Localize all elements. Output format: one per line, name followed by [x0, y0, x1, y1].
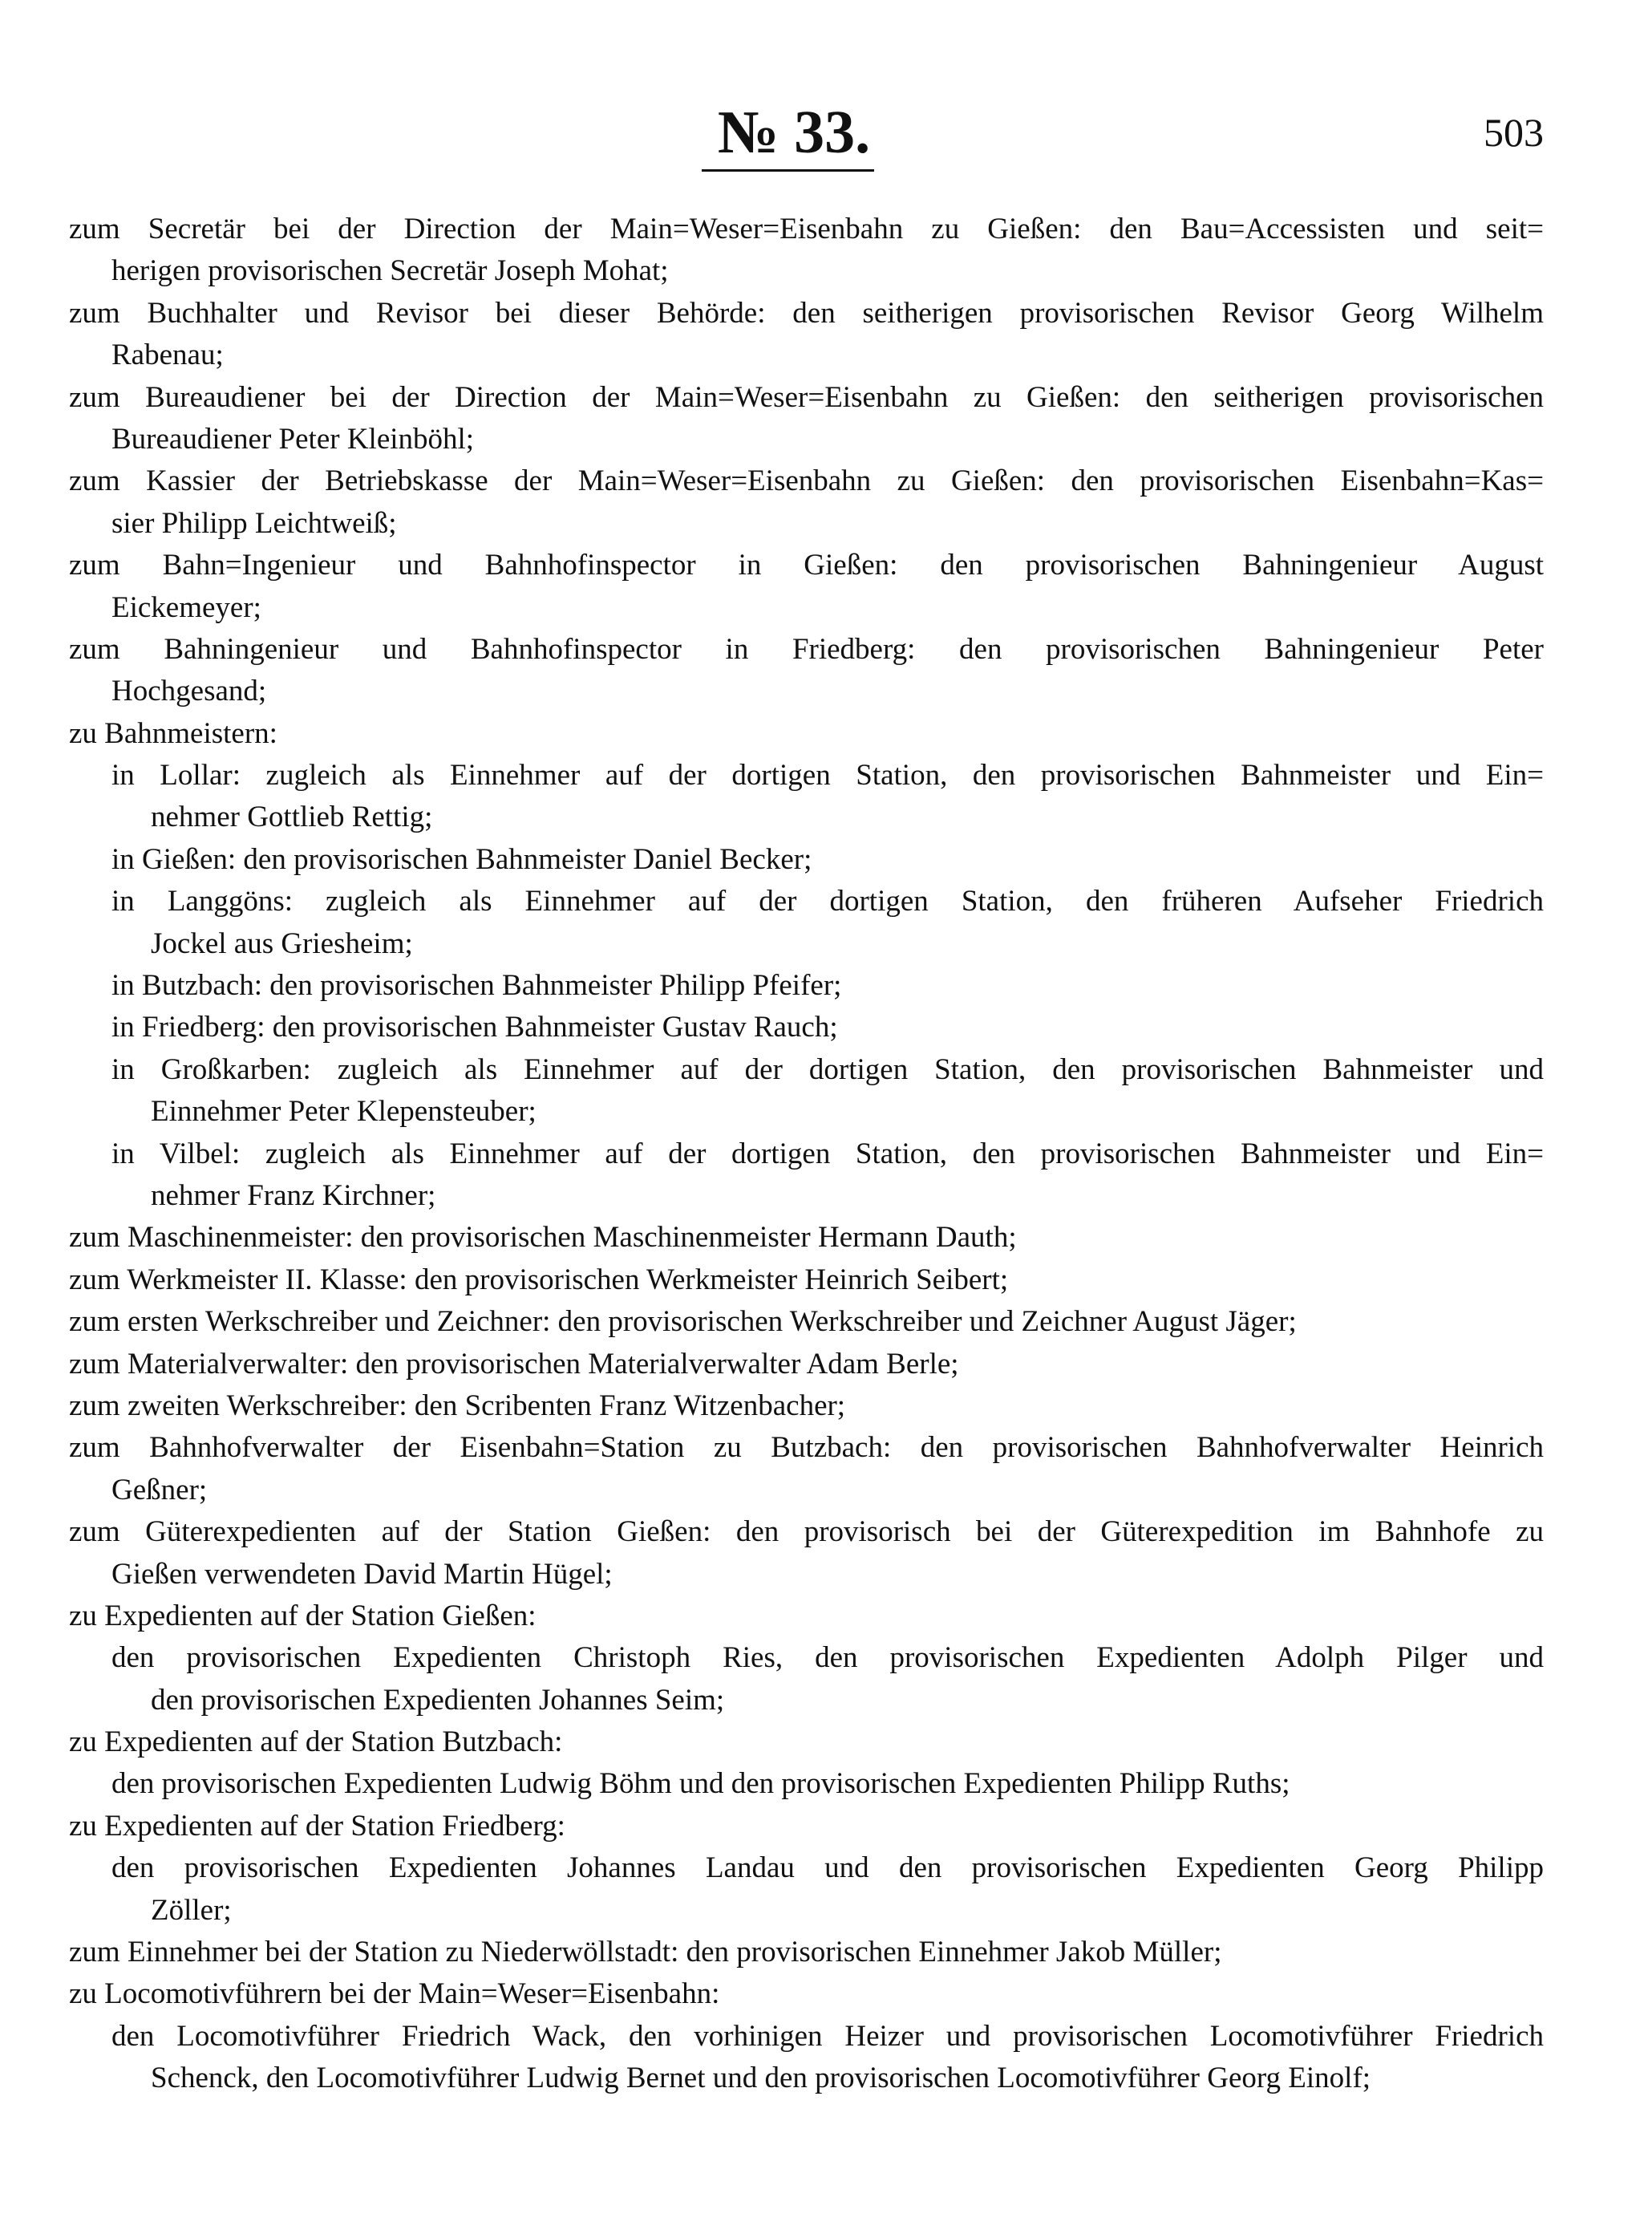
text-line: herigen provisorischen Secretär Joseph Mohat;	[111, 254, 669, 288]
text-line: den Locomotivführer Friedrich Wack, den vorhinigen Heizer und provisorischen Locomotivführer Friedrich	[111, 2019, 1544, 2053]
text-line: in Langgöns: zugleich als Einnehmer auf der dortigen Station, den früheren Aufseher Friedrich	[111, 885, 1544, 918]
text-line: in Großkarben: zugleich als Einnehmer auf der dortigen Station, den provisorischen Bahnmeister und	[111, 1052, 1544, 1086]
text-line: nehmer Gottlieb Rettig;	[151, 801, 433, 834]
text-line: Eickemeyer;	[111, 590, 261, 624]
section-heading: zu Expedienten auf der Station Friedberg:	[69, 1809, 565, 1843]
text-line: Hochgesand;	[111, 675, 267, 708]
page-number: 503	[1484, 110, 1544, 155]
header-underline	[702, 169, 874, 172]
text-line: Bureaudiener Peter Kleinböhl;	[111, 422, 475, 456]
text-line: den provisorischen Expedienten Ludwig Böhm und den provisorischen Expedienten Philipp Ruths;	[111, 1767, 1290, 1801]
text-line: den provisorischen Expedienten Johannes Seim;	[151, 1683, 725, 1717]
text-line: in Lollar: zugleich als Einnehmer auf der dortigen Station, den provisorischen Bahnmeister und Ein=	[111, 759, 1544, 793]
text-line: zum Buchhalter und Revisor bei dieser Behörde: den seitherigen provisorischen Revisor Georg Wilhelm	[69, 296, 1544, 330]
text-line: sier Philipp Leichtweiß;	[111, 506, 397, 540]
text-line: zum Einnehmer bei der Station zu Niederwöllstadt: den provisorischen Einnehmer Jakob Müller;	[69, 1936, 1222, 1969]
text-line: zum Bureaudiener bei der Direction der Main=Weser=Eisenbahn zu Gießen: den seitherigen provisorischen	[69, 380, 1544, 414]
text-line: zum Materialverwalter: den provisorischen Materialverwalter Adam Berle;	[69, 1347, 959, 1381]
text-line: zum Werkmeister II. Klasse: den provisorischen Werkmeister Heinrich Seibert;	[69, 1263, 1009, 1296]
text-line: in Friedberg: den provisorischen Bahnmeister Gustav Rauch;	[111, 1011, 838, 1044]
section-heading: zu Expedienten auf der Station Butzbach:	[69, 1725, 563, 1759]
text-line: Zöller;	[151, 1893, 232, 1927]
text-line: Geßner;	[111, 1473, 208, 1506]
text-line: in Vilbel: zugleich als Einnehmer auf der dortigen Station, den provisorischen Bahnmeister und Ein=	[111, 1137, 1544, 1170]
text-line: zum Maschinenmeister: den provisorischen Maschinenmeister Hermann Dauth;	[69, 1221, 1017, 1255]
text-line: zum Secretär bei der Direction der Main=Weser=Eisenbahn zu Gießen: den Bau=Accessisten und seit=	[69, 213, 1544, 245]
text-line: zum ersten Werkschreiber und Zeichner: den provisorischen Werkschreiber und Zeichner August Jäger;	[69, 1305, 1297, 1339]
text-line: Rabenau;	[111, 339, 224, 372]
section-heading: zu Expedienten auf der Station Gießen:	[69, 1599, 536, 1632]
text-line: Jockel aus Griesheim;	[151, 926, 413, 960]
section-heading: zu Bahnmeistern:	[69, 716, 277, 750]
text-line: Gießen verwendeten David Martin Hügel;	[111, 1557, 613, 1591]
text-line: in Gießen: den provisorischen Bahnmeister Daniel Becker;	[111, 842, 812, 876]
text-line: zum zweiten Werkschreiber: den Scribenten Franz Witzenbacher;	[69, 1389, 846, 1422]
text-line: zum Bahn=Ingenieur und Bahnhofinspector in Gießen: den provisorischen Bahningenieur August	[69, 549, 1544, 582]
text-line: nehmer Franz Kirchner;	[151, 1178, 436, 1212]
text-line: Einnehmer Peter Klepensteuber;	[151, 1095, 536, 1129]
text-line: zum Bahningenieur und Bahnhofinspector in Friedberg: den provisorischen Bahningenieur Peter	[69, 632, 1544, 666]
text-line: in Butzbach: den provisorischen Bahnmeister Philipp Pfeifer;	[111, 969, 842, 1003]
text-line: zum Kassier der Betriebskasse der Main=Weser=Eisenbahn zu Gießen: den provisorischen Eisenbahn=Kas=	[69, 464, 1544, 498]
document-body	[69, 209, 1544, 2100]
text-line: den provisorischen Expedienten Johannes Landau und den provisorischen Expedienten Georg Philipp	[111, 1851, 1544, 1885]
issue-number: № 33.	[717, 99, 871, 166]
text-line: zum Bahnhofverwalter der Eisenbahn=Station zu Butzbach: den provisorischen Bahnhofverwalter Heinrich	[69, 1431, 1544, 1465]
section-heading: zu Locomotivführern bei der Main=Weser=Eisenbahn:	[69, 1977, 720, 2011]
text-line: Schenck, den Locomotivführer Ludwig Bernet und den provisorischen Locomotivführer Georg Einolf;	[151, 2062, 1371, 2095]
text-line: den provisorischen Expedienten Christoph Ries, den provisorischen Expedienten Adolph Pilger und	[111, 1641, 1544, 1675]
text-line: zum Güterexpedienten auf der Station Gießen: den provisorisch bei der Güterexpedition im Bahnhofe zu	[69, 1515, 1544, 1549]
